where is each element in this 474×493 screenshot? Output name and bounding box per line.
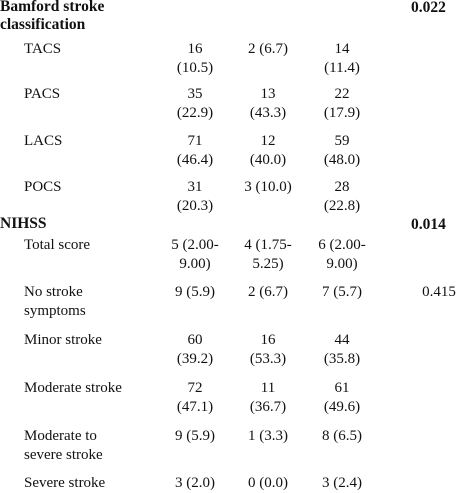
cell-group-2-line2: 5.25) [252,256,284,272]
section-title: Bamford stroke [0,0,105,15]
cell-group-3-line2: (11.4) [324,60,360,76]
section-p-value: 0.022 [411,0,446,16]
cell-group-1: 72 [187,380,203,396]
row-label: Severe stroke [24,475,106,491]
cell-group-3-line2: (48.0) [323,152,361,168]
cell-group-3-line2: (35.8) [323,351,361,367]
cell-group-1: 31 [187,179,203,195]
cell-group-1: 71 [187,133,203,149]
cell-group-3-line2: (49.6) [323,399,361,415]
cell-group-3: 28 [334,179,350,195]
cell-group-2: 2 (6.7) [248,41,288,57]
cell-group-3: 7 (5.7) [322,284,362,300]
row-label: POCS [24,179,62,195]
row-label: PACS [24,86,61,102]
row-label: TACS [24,41,62,57]
cell-group-3-line2: 9.00) [326,256,358,272]
cell-group-3: 8 (6.5) [322,428,362,444]
cell-group-3-line2: (22.8) [323,198,361,214]
cell-group-1-line2: 9.00) [179,256,211,272]
cell-group-2: 16 [260,332,276,348]
section-title: NIHSS [0,215,47,232]
cell-group-1-line2: (46.4) [176,152,214,168]
cell-group-1: 16 [187,41,203,57]
cell-group-2-line2: (40.0) [249,152,287,168]
cell-group-2: 0 (0.0) [248,475,288,491]
section-p-value: 0.014 [411,216,446,233]
cell-group-2-line2: (43.3) [249,105,287,121]
cell-group-3: 61 [334,380,350,396]
row-label: Total score [24,237,91,253]
section-title-line2: classification [0,16,86,33]
cell-group-3: 14 [334,41,350,57]
cell-group-3-line2: (17.9) [323,105,361,121]
row-label: Minor stroke [24,332,102,348]
row-label: No stroke [24,284,83,300]
cell-group-3: 22 [334,86,350,102]
cell-group-2: 1 (3.3) [248,428,288,444]
cell-group-1: 9 (5.9) [175,428,215,444]
cell-group-1: 5 (2.00- [171,237,219,253]
row-label: LACS [24,133,63,149]
cell-group-1: 35 [187,86,203,102]
cell-group-2: 13 [260,86,276,102]
cell-group-1-line2: (47.1) [176,399,214,415]
row-label-line2: severe stroke [24,447,103,463]
cell-group-1-line2: (10.5) [176,60,214,76]
cell-group-1-line2: (39.2) [176,351,214,367]
cell-group-1-line2: (22.9) [176,105,214,121]
row-label: Moderate stroke [24,380,122,396]
cell-group-2: 11 [260,380,276,396]
row-p-value: 0.415 [422,284,456,300]
cell-group-2: 4 (1.75- [244,237,292,253]
cell-group-3: 6 (2.00- [318,237,366,253]
cell-group-1-line2: (20.3) [176,198,214,214]
cell-group-1: 3 (2.0) [175,475,215,491]
cell-group-2: 3 (10.0) [244,179,292,195]
cell-group-2-line2: (36.7) [249,399,287,415]
cell-group-3: 44 [334,332,350,348]
cell-group-3: 59 [334,133,350,149]
cell-group-2: 2 (6.7) [248,284,288,300]
cell-group-3: 3 (2.4) [322,475,362,491]
cell-group-1: 9 (5.9) [175,284,215,300]
cell-group-2-line2: (53.3) [249,351,287,367]
cell-group-2: 12 [260,133,276,149]
row-label: Moderate to [24,428,97,444]
cell-group-1: 60 [187,332,203,348]
row-label-line2: symptoms [24,303,86,319]
